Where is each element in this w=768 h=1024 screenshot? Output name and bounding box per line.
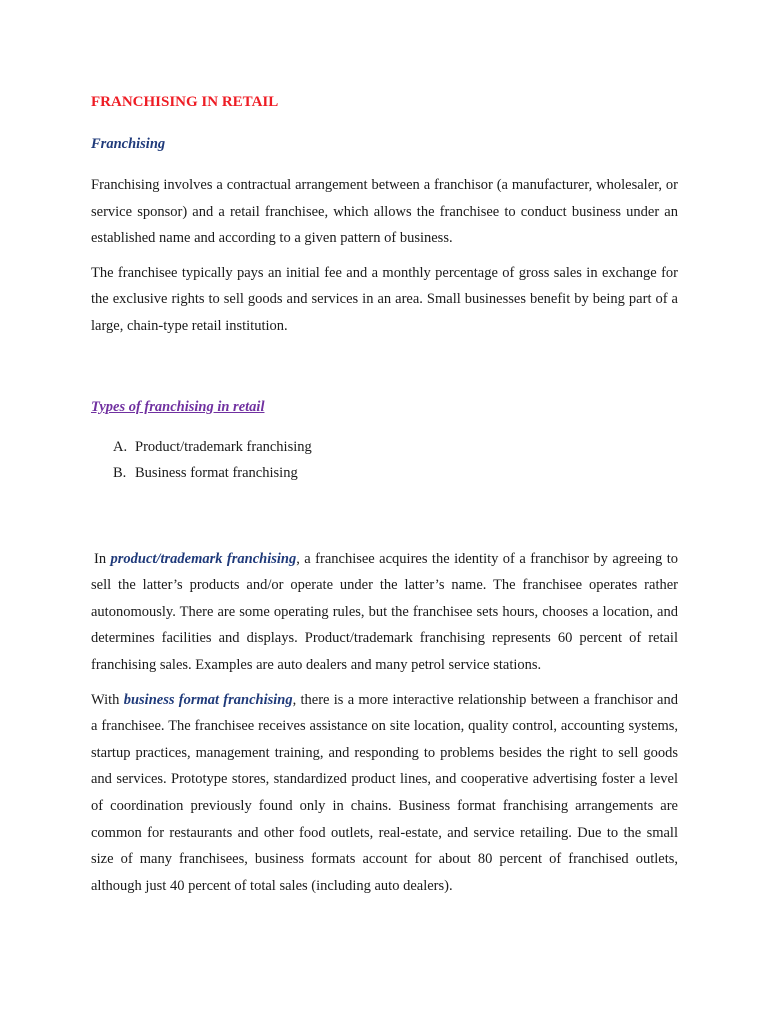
list-item-label: Product/trademark franchising bbox=[135, 438, 312, 455]
list-item bbox=[113, 434, 678, 461]
franchising-definition-paragraph: Franchising involves a contractual arrangement between a franchisor (a manufacturer, wholesaler, or service sponsor) and a retail franchisee, which allows the franchisee to conduct business under an established name and according to a given pattern of business. bbox=[91, 177, 678, 247]
types-of-franchising-heading: Types of franchising in retail bbox=[91, 398, 265, 415]
business-format-paragraph bbox=[91, 687, 678, 900]
list-marker: B. bbox=[113, 465, 127, 482]
list-item-label: Business format franchising bbox=[135, 465, 298, 482]
product-trademark-emphasis: product/trademark franchising bbox=[110, 550, 297, 567]
franchising-heading: Franchising bbox=[91, 136, 166, 152]
business-format-emphasis: business format franchising bbox=[123, 691, 293, 708]
list-item bbox=[113, 460, 678, 487]
paragraph-prefix: In bbox=[94, 550, 111, 567]
franchisee-fees-paragraph: The franchisee typically pays an initial fee and a monthly percentage of gross sales in exchange for the exclusive rights to sell goods and services in an area. Small businesses benefit by being part of a large, chain-type retail institution. bbox=[91, 264, 678, 334]
list-marker: A. bbox=[113, 438, 128, 455]
paragraph-body: , there is a more interactive relationship between a franchisor and a franchisee. The franchisee receives assistance on site location, quality control, accounting systems, startup practices, management training, and responding to problems besides the right to sell goods and services. Prototype stores, standardized product lines, and cooperative advertising foster a level of coordination previously found only in chains. Business format franchising arrangements are common for restaurants and other food outlets, real-estate, and service retailing. Due to the small size of many franchisees, business formats account for about 80 percent of franchised outlets, although just 40 percent of total sales (including auto dealers). bbox=[91, 691, 678, 894]
paragraph-prefix: With bbox=[91, 691, 124, 708]
product-trademark-paragraph bbox=[91, 546, 678, 679]
types-list bbox=[91, 434, 678, 487]
document-content bbox=[91, 92, 678, 899]
paragraph-body: , a franchisee acquires the identity of a franchisor by agreeing to sell the latter’s products and/or operate under the latter’s name. The franchisee operates rather autonomously. There are some operating rules, but the franchisee sets hours, chooses a location, and determines facilities and displays. Product/trademark franchising represents 60 percent of retail franchising sales. Examples are auto dealers and many petrol service stations. bbox=[91, 550, 678, 673]
document-title: FRANCHISING IN RETAIL bbox=[91, 94, 279, 110]
